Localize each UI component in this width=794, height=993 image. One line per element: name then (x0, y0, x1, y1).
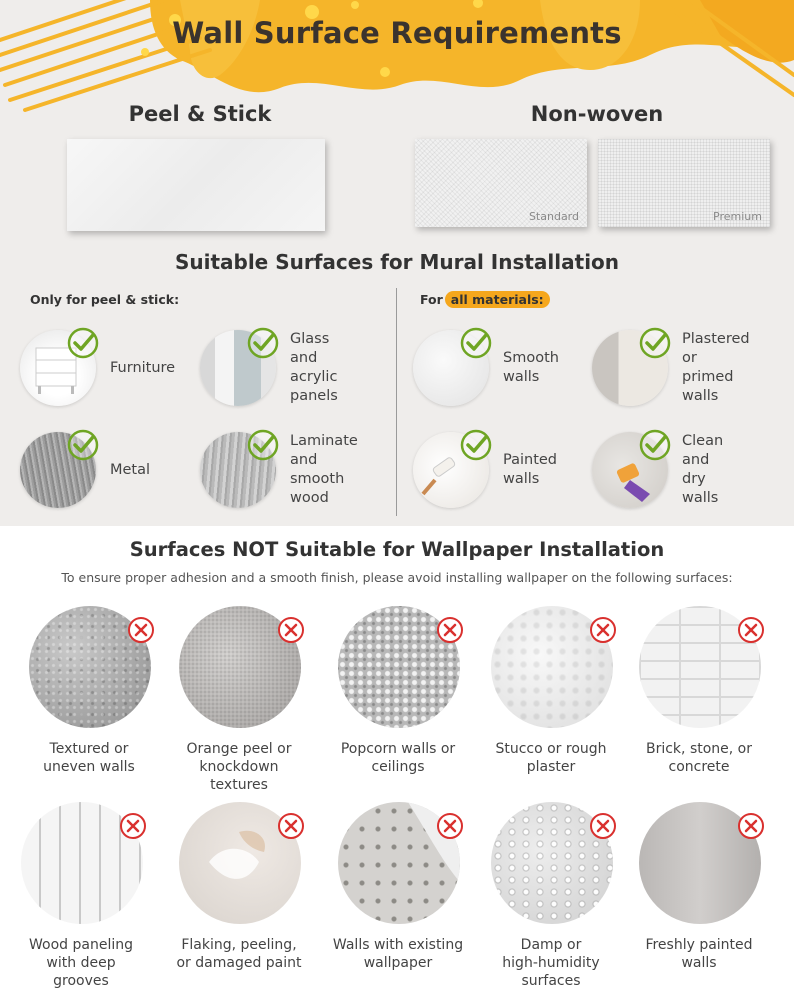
check-icon (638, 428, 672, 462)
unsuitable-item-label: Walls with existing wallpaper (332, 937, 464, 972)
unsuitable-item-label: Orange peel or knockdown textures (186, 741, 292, 794)
all-materials-label (420, 292, 550, 307)
cross-icon (589, 812, 617, 840)
unsuitable-item-label: Stucco or rough plaster (495, 741, 607, 776)
suitable-item-label: Clean and dry walls (682, 433, 724, 506)
cross-icon (436, 616, 464, 644)
check-icon (459, 326, 493, 360)
non-woven-title: Non-woven (530, 102, 664, 126)
check-icon (66, 428, 100, 462)
not-suitable-subtitle: To ensure proper adhesion and a smooth finish, please avoid installing wallpaper on the following surfaces: (61, 570, 733, 585)
all-materials-prefix: For (420, 292, 443, 307)
cross-icon (277, 812, 305, 840)
unsuitable-item-label: Popcorn walls or ceilings (340, 741, 456, 776)
premium-swatch (598, 139, 770, 227)
not-suitable-section (0, 526, 794, 993)
column-divider (396, 288, 397, 516)
unsuitable-item-label: Brick, stone, or concrete (645, 741, 752, 776)
premium-caption: Premium (713, 210, 762, 223)
check-icon (638, 326, 672, 360)
peel-stick-title: Peel & Stick (128, 102, 272, 126)
cross-icon (737, 812, 765, 840)
suitable-item-label: Laminate and smooth wood (290, 433, 358, 506)
cross-icon (127, 616, 155, 644)
cross-icon (737, 616, 765, 644)
standard-swatch (415, 139, 587, 227)
peel-only-label: Only for peel & stick: (30, 292, 180, 307)
check-icon (459, 428, 493, 462)
suitable-item-label: Metal (110, 461, 151, 478)
unsuitable-item-label: Wood paneling with deep grooves (29, 937, 133, 990)
not-suitable-title: Surfaces NOT Suitable for Wallpaper Installation (129, 538, 665, 561)
unsuitable-item-label: Freshly painted walls (645, 937, 753, 972)
suitable-item-label: Glass and acrylic panels (290, 331, 338, 404)
unsuitable-item-label: Textured or uneven walls (43, 741, 135, 776)
cross-icon (119, 812, 147, 840)
peel-stick-swatch (67, 139, 325, 231)
cross-icon (277, 616, 305, 644)
cross-icon (436, 812, 464, 840)
cross-icon (589, 616, 617, 644)
suitable-title: Suitable Surfaces for Mural Installation (174, 250, 620, 274)
suitable-item-label: Plastered or primed walls (682, 331, 750, 404)
check-icon (66, 326, 100, 360)
unsuitable-item-label: Flaking, peeling, or damaged paint (176, 937, 302, 972)
page-title: Wall Surface Requirements (172, 16, 622, 50)
standard-caption: Standard (528, 210, 579, 223)
unsuitable-item-label: Damp or high-humidity surfaces (502, 937, 600, 990)
suitable-item-label: Furniture (110, 359, 176, 376)
check-icon (246, 326, 280, 360)
suitable-item-label: Smooth walls (503, 350, 559, 385)
suitable-item-label: Painted walls (503, 452, 558, 487)
check-icon (246, 428, 280, 462)
all-materials-highlight: all materials: (445, 291, 550, 308)
